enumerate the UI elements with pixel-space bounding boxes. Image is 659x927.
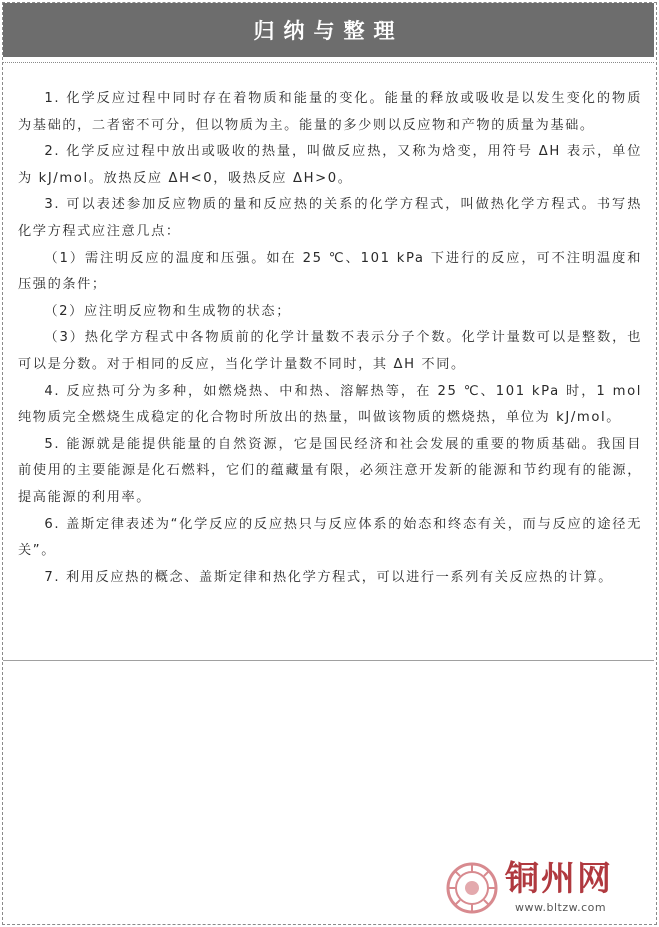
paragraph-3-item-2: （2）应注明反应物和生成物的状态； bbox=[44, 303, 291, 319]
paragraph-6: 6. 盖斯定律表述为“化学反应的反应热只与反应体系的始态和终态有关，而与反应的途径无关”。 bbox=[18, 516, 642, 559]
watermark-logo-icon bbox=[445, 861, 499, 915]
watermark-name: 铜州网 bbox=[505, 859, 613, 899]
top-divider bbox=[3, 62, 654, 63]
paragraph-3-item-3: （3）热化学方程式中各物质前的化学计量数不表示分子个数。化学计量数可以是整数，也可以是分数。对于相同的反应，当化学计量数不同时，其 ΔH 不同。 bbox=[18, 330, 642, 372]
summary-content bbox=[18, 86, 642, 591]
paragraph-7: 7. 利用反应热的概念、盖斯定律和热化学方程式，可以进行一系列有关反应热的计算。 bbox=[44, 569, 614, 585]
watermark-url: www.bltzw.com bbox=[515, 901, 607, 914]
section-title: 归纳与整理 bbox=[253, 19, 404, 43]
bottom-divider bbox=[3, 660, 654, 661]
paragraph-3-item-1: （1）需注明反应的温度和压强。如在 25 ℃、101 kPa 下进行的反应，可不注明温度和压强的条件； bbox=[18, 250, 642, 293]
paragraph-3: 3. 可以表述参加反应物质的量和反应热的关系的化学方程式，叫做热化学方程式。书写热化学方程式应注意几点： bbox=[18, 197, 642, 239]
section-header bbox=[3, 3, 654, 57]
watermark bbox=[445, 857, 645, 919]
paragraph-4: 4. 反应热可分为多种，如燃烧热、中和热、溶解热等，在 25 ℃、101 kPa 时，1 mol 纯物质完全燃烧生成稳定的化合物时所放出的热量，叫做该物质的燃烧热，单位为 kJ/mol。 bbox=[18, 383, 642, 426]
paragraph-5: 5. 能源就是能提供能量的自然资源，它是国民经济和社会发展的重要的物质基础。我国目前使用的主要能源是化石燃料，它们的蕴藏量有限，必须注意开发新的能源和节约现有的能源，提高能源的利用率。 bbox=[18, 436, 642, 505]
paragraph-2: 2. 化学反应过程中放出或吸收的热量，叫做反应热，又称为焓变，用符号 ΔH 表示，单位为 kJ/mol。放热反应 ΔH<0，吸热反应 ΔH>0。 bbox=[18, 144, 642, 186]
paragraph-1: 1. 化学反应过程中同时存在着物质和能量的变化。能量的释放或吸收是以发生变化的物质为基础的，二者密不可分，但以物质为主。能量的多少则以反应物和产物的质量为基础。 bbox=[18, 91, 642, 133]
